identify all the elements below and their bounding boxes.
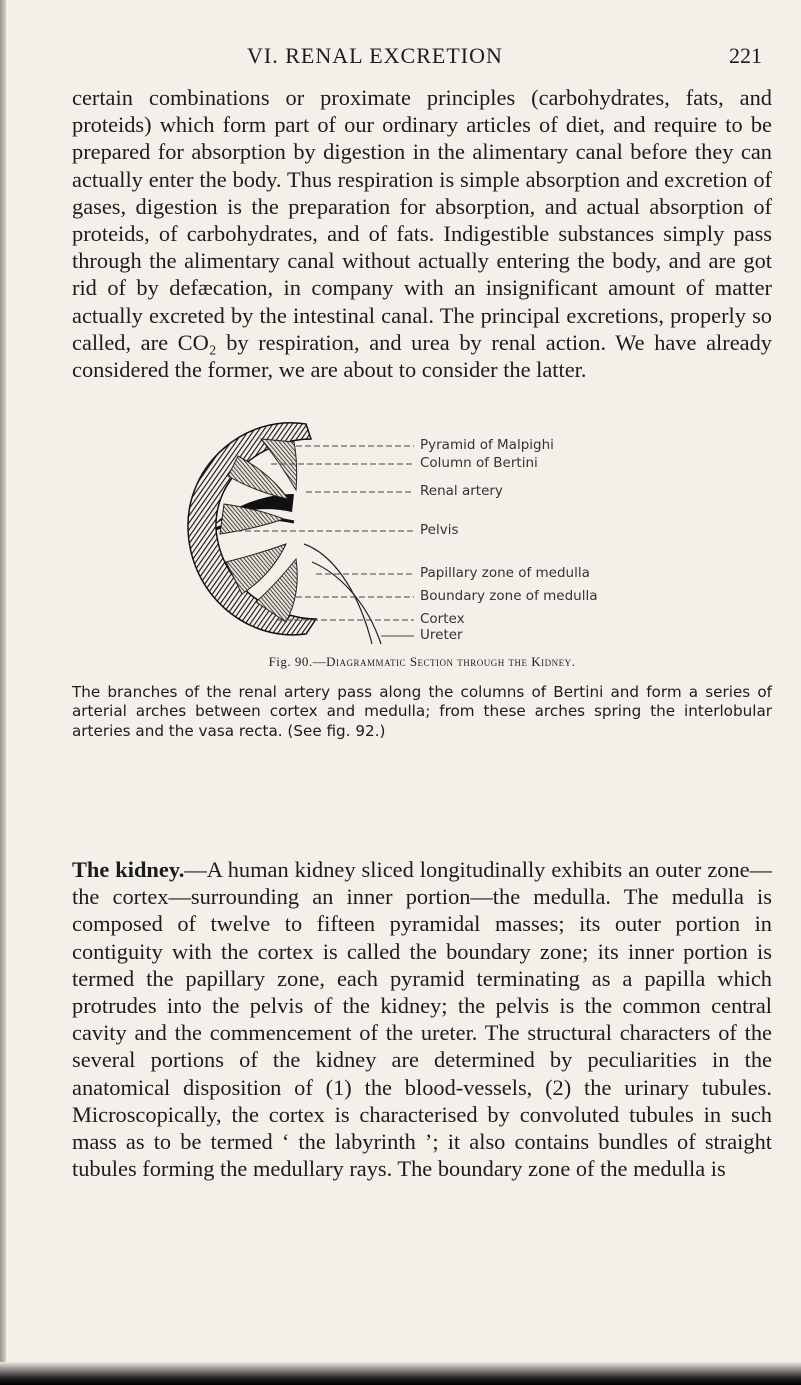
label-pyramid-of-malpighi: Pyramid of Malpighi xyxy=(420,437,554,453)
label-boundary-zone: Boundary zone of medulla xyxy=(420,588,598,604)
kidney-diagram xyxy=(176,394,616,650)
label-pelvis: Pelvis xyxy=(420,522,459,538)
label-cortex: Cortex xyxy=(420,611,465,627)
running-head: VI. RENAL EXCRETION xyxy=(247,43,503,68)
page-binding-edge xyxy=(0,0,6,1385)
figure-legend: The branches of the renal artery pass along the columns of Bertini and form a series of arterial arches between cortex and medulla; from these arches spring the interlobular arteries and the vasa recta. (See fig. 92.) xyxy=(72,683,772,740)
label-papillary-zone: Papillary zone of medulla xyxy=(420,565,590,581)
caption-title: —Diagrammatic Section through the Kidney. xyxy=(312,654,576,669)
caption-number: Fig. 90. xyxy=(268,654,313,669)
page-bottom-edge xyxy=(0,1362,801,1385)
page-number: 221 xyxy=(729,43,762,68)
paragraph-kidney-text: —A human kidney sliced longitudinally exhibits an outer zone—the cortex—surrounding an inner portion—the medulla. The medulla is composed of twelve to fifteen pyramidal masses; its outer portion in contiguity with the cortex is called the boundary zone; its inner portion is termed the papillary zone, each pyramid terminating as a papilla which protrudes into the pelvis of the kidney; the pelvis is the common central cavity and the commencement of the ureter. The structural characters of the several portions of the kidney are determined by peculiarities in the anatomical disposition of (1) the blood-vessels, (2) the urinary tubules. Microscopically, the cortex is characterised by convoluted tubules in such mass as to be termed ‘ the labyrinth ’; it also contains bundles of straight tubules forming the medullary rays. The boundary zone of the medulla is xyxy=(72,857,772,1182)
figure-caption xyxy=(72,654,772,670)
paragraph-kidney xyxy=(72,856,772,1356)
page-header xyxy=(72,39,762,73)
label-column-of-bertini: Column of Bertini xyxy=(420,455,538,471)
kidney-section xyxy=(188,423,381,644)
paragraph-absorption: certain combinations or proximate principles (carbohydrates, fats, and proteids) which form part of our ordinary articles of diet, and require to be prepared for absorption by digestion in the alimentary canal before they can actually enter the body. Thus respiration is simple absorption and excretion of gases, digestion is the preparation for absorption, and actual absorption of proteids, of carbohydrates, and of fats. Indigestible substances simply pass through the alimentary canal without actually entering the body, and are got rid of by defæcation, in company with an insignificant amount of matter actually excreted by the intestinal canal. The principal excretions, properly so called, are CO₂ by respiration, and urea by renal action. We have already considered the former, we are about to consider the latter. xyxy=(72,85,772,383)
kidney-figure xyxy=(176,394,616,650)
run-in-heading: The kidney. xyxy=(72,857,185,882)
label-renal-artery: Renal artery xyxy=(420,483,503,499)
label-ureter: Ureter xyxy=(420,627,463,643)
